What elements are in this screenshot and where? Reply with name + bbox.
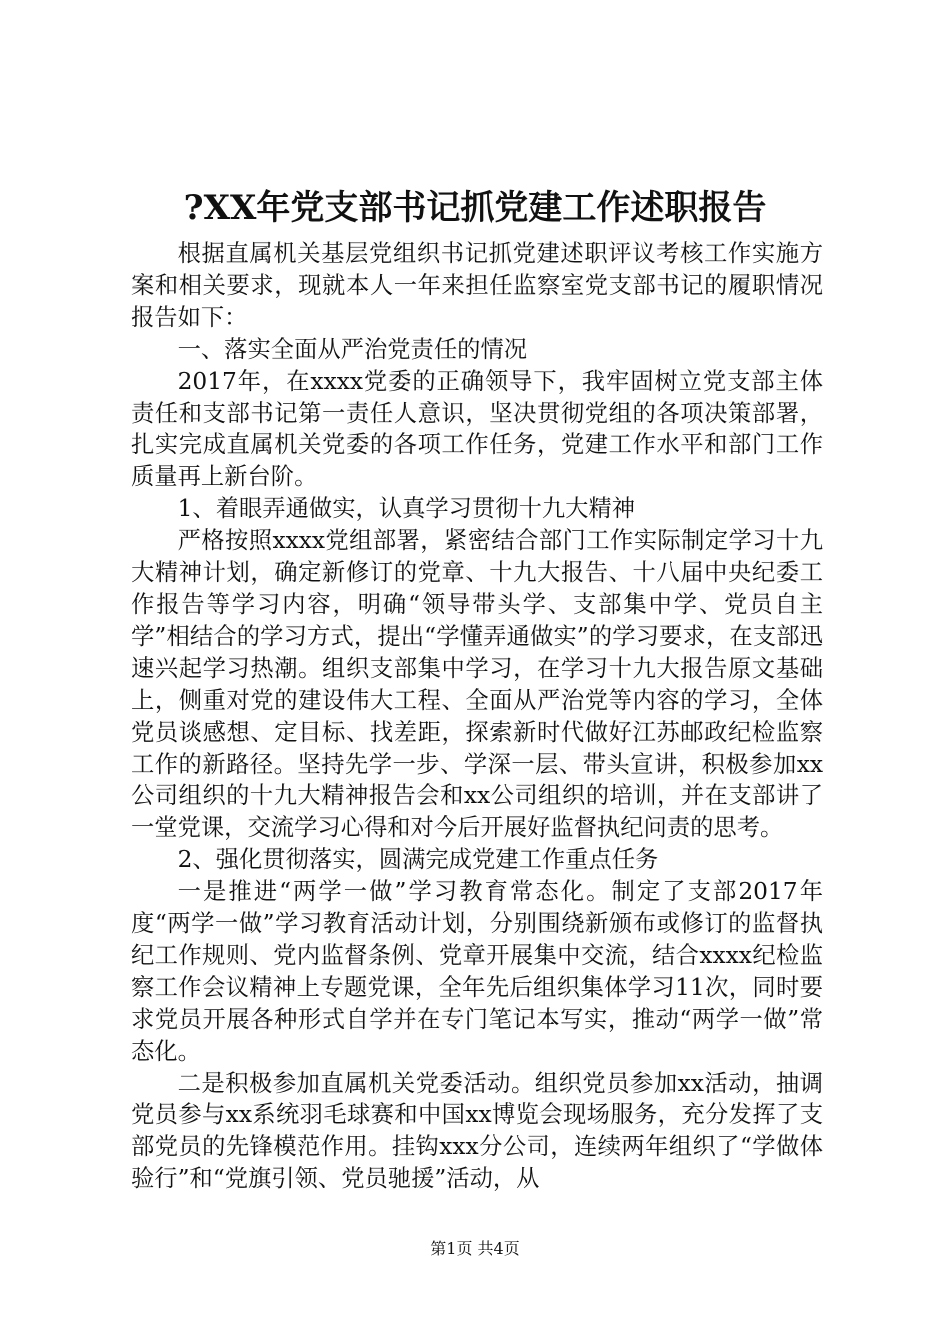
paragraph-two-studies: 一是推进“两学一做”学习教育常态化。制定了支部2017年度“两学一做”学习教育活动计划，分别围绕新颁布或修订的监督执纪工作规则、党内监督条例、党章开展集中交流，结合xxxx纪检监察工作会议精神上专题党课，全年先后组织集体学习11次，同时要求党员开展各种形式自学并在专门笔记本写实，推动“两学一做”常态化。 <box>131 878 823 1065</box>
paragraph-study-plan: 严格按照xxxx党组部署，紧密结合部门工作实际制定学习十九大精神计划，确定新修订的党章、十九大报告、十八届中央纪委工作报告等学习内容，明确“领导带头学、支部集中学、党员自主学”相结合的学习方式，提出“学懂弄通做实”的学习要求，在支部迅速兴起学习热潮。组织支部集中学习，在学习十九大报告原文基础上，侧重对党的建设伟大工程、全面从严治党等内容的学习，全体党员谈感想、定目标、找差距，探索新时代做好江苏邮政纪检监察工作的新路径。坚持先学一步、学深一层、带头宣讲，积极参加xx公司组织的十九大精神报告会和xx公司组织的培训，并在支部讲了一堂党课，交流学习心得和对今后开展好监督执纪问责的思考。 <box>131 527 823 842</box>
paragraph-2017-summary: 2017年，在xxxx党委的正确领导下，我牢固树立党支部主体责任和支部书记第一责任人意识，坚决贯彻党组的各项决策部署，扎实完成直属机关党委的各项工作任务，党建工作水平和部门工作质量再上新台阶。 <box>131 367 823 491</box>
subsection-heading-1: 1、着眼弄通做实，认真学习贯彻十九大精神 <box>177 495 636 523</box>
paragraph-intro: 根据直属机关基层党组织书记抓党建述职评议考核工作实施方案和相关要求，现就本人一年来担任监察室党支部书记的履职情况报告如下： <box>131 240 823 331</box>
section-heading-1: 一、落实全面从严治党责任的情况 <box>177 335 528 363</box>
page-footer: 第1页 共4页 <box>430 1239 520 1258</box>
document-title: ?XX年党支部书记抓党建工作述职报告 <box>183 188 767 228</box>
document-body <box>131 238 823 1195</box>
paragraph-party-activities: 二是积极参加直属机关党委活动。组织党员参加xx活动，抽调党员参与xx系统羽毛球赛和中国xx博览会现场服务，充分发挥了支部党员的先锋模范作用。挂钩xxx分公司，连续两年组织了“学做体验行”和“党旗引领、党员驰援”活动，从 <box>131 1069 823 1193</box>
subsection-heading-2: 2、强化贯彻落实，圆满完成党建工作重点任务 <box>177 846 659 874</box>
